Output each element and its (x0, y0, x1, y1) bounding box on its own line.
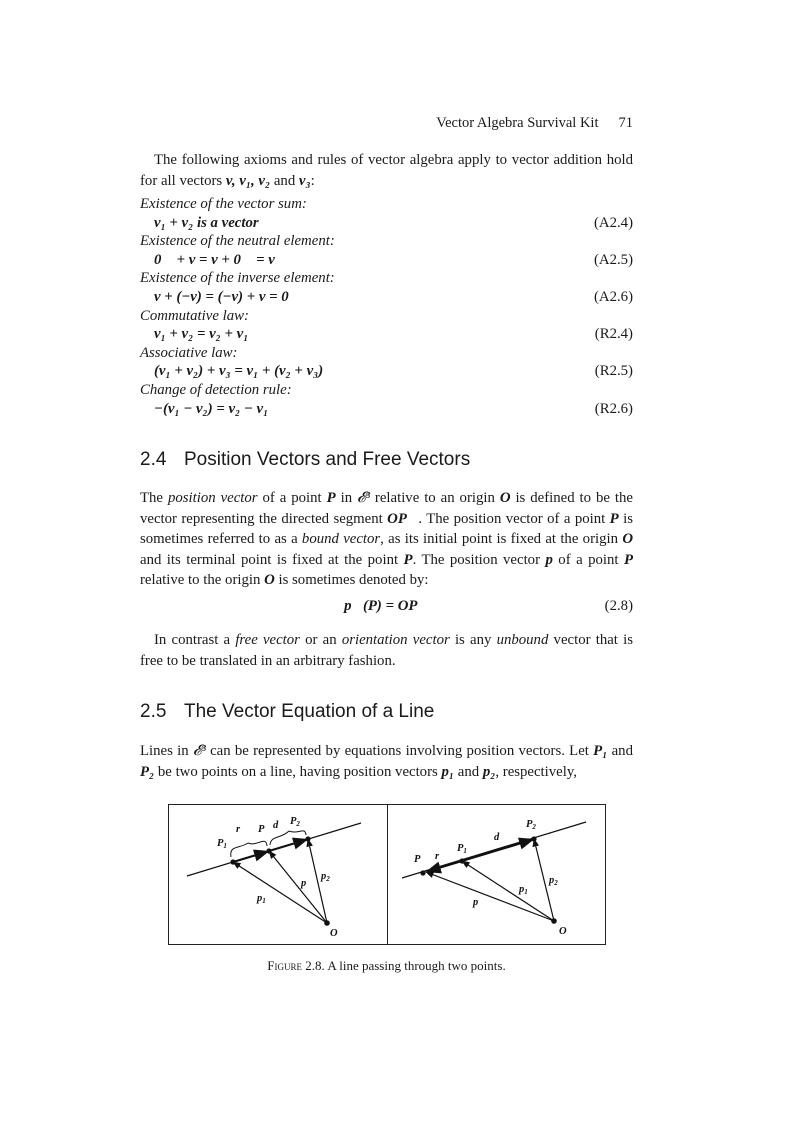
point-p2 (305, 836, 310, 841)
label-d: d (493, 832, 499, 843)
figure-caption (140, 958, 633, 974)
point-p (266, 848, 271, 853)
label-p2: P2 (290, 816, 300, 828)
label-p: P (258, 824, 265, 835)
label-d: d (273, 820, 279, 831)
line-through-points-diagram-right (388, 805, 606, 944)
point-p2 (531, 836, 536, 841)
caption-prefix: Figure (267, 958, 303, 973)
label-vec-p: p (301, 878, 307, 889)
rule-equation: v + (−v) = (−v) + v = 0⃗ (A2.6) (154, 288, 633, 305)
label-p1: P1 (217, 838, 227, 850)
section-title: Position Vectors and Free Vectors (184, 449, 471, 470)
vector-d (269, 840, 307, 852)
equation-formula: p⃗(P) = OP⃗ (344, 598, 429, 614)
brace-r (231, 841, 267, 857)
rule-equation: 0⃗ + v = v + 0⃗ = v (A2.5) (154, 251, 633, 268)
vector-r (233, 852, 268, 863)
equation-number: (2.8) (604, 598, 633, 614)
label-vec-p1: p1 (257, 893, 266, 905)
label-p: P (413, 854, 420, 865)
rule-equation: −(v₁ − v₂) = v₂ − v₁ (R2.6) (154, 400, 633, 417)
caption-text: 2.8. A line passing through two points. (302, 958, 506, 973)
rule-label: Associative law: (140, 344, 238, 361)
section-heading-2-4 (140, 449, 470, 471)
origin-o (551, 918, 557, 924)
running-header (140, 115, 633, 132)
label-o: O (330, 928, 338, 939)
vector-r (427, 861, 462, 872)
free-vector-paragraph: In contrast a free vector or an orientation vector is any unbound vector that is free to be translated in an arbitrary fashion. (140, 632, 633, 669)
label-vec-p2: p2 (321, 871, 330, 883)
label-o: O (558, 926, 567, 937)
label-r: r (434, 851, 439, 862)
figure-right-panel (387, 805, 606, 944)
equation-number: (R2.5) (594, 363, 633, 380)
vector-rules-list (140, 195, 633, 418)
equation-number: (A2.5) (593, 251, 633, 268)
line-through-points-diagram-left (169, 805, 387, 944)
figure-2-8 (168, 804, 606, 945)
vector-p1 (233, 862, 327, 923)
origin-o (324, 920, 330, 926)
label-p2: P2 (525, 819, 536, 831)
rule-label: Change of detection rule: (140, 381, 292, 398)
label-p1: P1 (456, 843, 467, 855)
rule-label: Existence of the neutral element: (140, 233, 335, 250)
equation-number: (A2.4) (593, 214, 633, 231)
position-vector-paragraph: The position vector of a point P in 𝓔³ relative to an origin O is defined to be the vector representing the directed segment OP⃗. The position vector of a point P is sometimes referred to as a bound vector, as its initial point is fixed at the origin O and its terminal point is fixed at the point P. The position vector p of a point P relative to the origin O is sometimes denoted by: (140, 490, 633, 588)
running-title: Vector Algebra Survival Kit (436, 115, 599, 131)
section-number: 2.5 (140, 701, 167, 722)
label-r: r (236, 824, 241, 835)
point-p1 (230, 859, 235, 864)
point-p (420, 870, 425, 875)
rule-label: Existence of the vector sum: (140, 196, 307, 212)
page-number: 71 (618, 115, 633, 131)
equation-number: (R2.4) (594, 326, 633, 343)
label-vec-p: p (472, 897, 478, 908)
rule-equation: v₁ + v₂ is a vector (A2.4) (154, 214, 633, 231)
rule-label: Commutative law: (140, 307, 249, 324)
intro-paragraph: The following axioms and rules of vector algebra apply to vector addition hold for all vectors v, v₁, v₂ and v₃: (140, 152, 633, 189)
section-heading-2-5 (140, 701, 434, 723)
label-vec-p2: p2 (548, 875, 558, 887)
section-title: The Vector Equation of a Line (184, 701, 435, 722)
label-vec-p1: p1 (518, 884, 528, 896)
equation-2-8 (140, 598, 633, 620)
equation-number: (R2.6) (594, 400, 633, 417)
rule-equation: (v₁ + v₂) + v₃ = v₁ + (v₂ + v₃) (R2.5) (154, 363, 633, 380)
section-number: 2.4 (140, 449, 167, 470)
point-p1 (459, 858, 464, 863)
equation-number: (A2.6) (593, 288, 633, 305)
rule-equation: v₁ + v₂ = v₂ + v₁ (R2.4) (154, 326, 633, 343)
rule-label: Existence of the inverse element: (140, 270, 335, 287)
line-equation-paragraph: Lines in 𝓔³ can be represented by equations involving position vectors. Let P₁ and P₂ be two points on a line, having position vectors p₁ and p₂, respectively, (140, 743, 633, 780)
brace-d (270, 831, 306, 845)
figure-left-panel (169, 805, 387, 944)
